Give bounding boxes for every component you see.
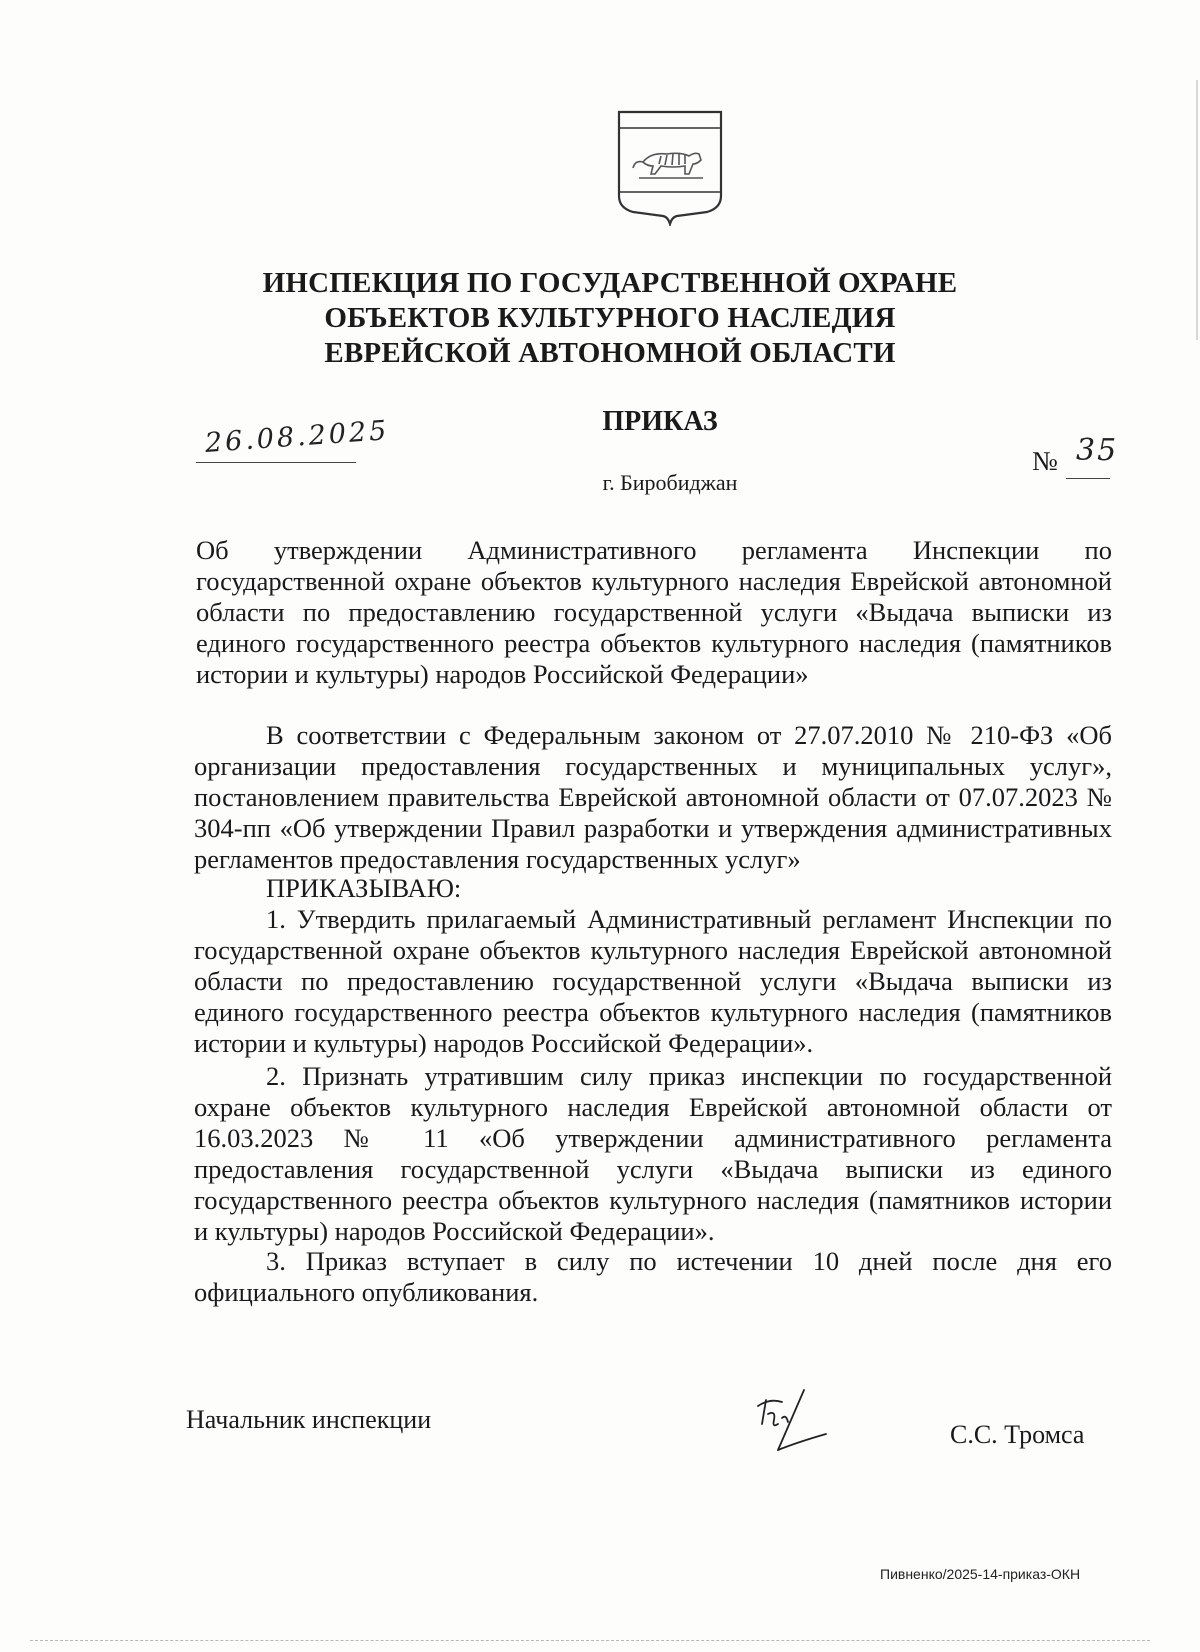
- handwritten-date: 26.08.2025: [203, 415, 391, 459]
- city-line: г. Биробиджан: [602, 470, 738, 495]
- order-item-3: 3. Приказ вступает в силу по истечении 10 дней после дня его официального опубликования.: [194, 1246, 1112, 1307]
- order-title: Об утверждении Административного регламента Инспекции по государственной охране объектов культурного наследия Еврейской автономной области по предоставлению государственной услуги «Выдача выписки из единого государственного реестра объектов культурного наследия (памятников истории и культуры) народов Российской Федерации»: [196, 535, 1112, 689]
- number-underline: [1066, 478, 1110, 479]
- order-item-2: 2. Признать утратившим силу приказ инспекции по государственной охране объектов культурного наследия Еврейской автономной области от 16.03.2023 № 11 «Об утверждении административного регламента предоставления государственной услуги «Выдача выписки из единого государственного реестра объектов культурного наследия (памятников истории и культуры) народов Российской Федерации».: [194, 1061, 1112, 1246]
- date-underline: [196, 462, 356, 463]
- signer-name: С.С. Тромса: [950, 1420, 1085, 1449]
- order-word: ПРИКАЗЫВАЮ:: [266, 873, 462, 903]
- number-label: №: [1032, 446, 1058, 476]
- org-line-1: ИНСПЕКЦИЯ ПО ГОСУДАРСТВЕННОЙ ОХРАНЕ: [262, 267, 958, 299]
- org-line-2: ОБЪЕКТОВ КУЛЬТУРНОГО НАСЛЕДИЯ: [324, 302, 896, 334]
- preamble-paragraph: В соответствии с Федеральным законом от 27.07.2010 № 210-ФЗ «Об организации предоставления государственных и муниципальных услуг», постановлением правительства Еврейской автономной области от 07.07.2023 № 304-пп «Об утверждении Правил разработки и утверждения административных регламентов предоставления государственных услуг»: [194, 720, 1112, 874]
- order-item-1: 1. Утвердить прилагаемый Административный регламент Инспекции по государственной охране объектов культурного наследия Еврейской автономной области по предоставлению государственной услуги «Выдача выписки из единого государственного реестра объектов культурного наследия (памятников истории и культуры) народов Российской Федерации».: [194, 904, 1112, 1058]
- handwritten-signature-icon: [748, 1384, 832, 1464]
- signer-position: Начальник инспекции: [186, 1405, 432, 1434]
- document-type-title: ПРИКАЗ: [602, 406, 718, 437]
- scan-bottom-artifact: [30, 1640, 1150, 1641]
- handwritten-order-number: 35: [1076, 433, 1119, 468]
- organization-header: [230, 266, 990, 371]
- scan-edge-shadow: [1196, 80, 1198, 340]
- org-line-3: ЕВРЕЙСКОЙ АВТОНОМНОЙ ОБЛАСТИ: [324, 337, 896, 369]
- file-reference: Пивненко/2025-14-приказ-ОКН: [880, 1566, 1081, 1582]
- coat-of-arms-tiger-icon: [615, 108, 725, 226]
